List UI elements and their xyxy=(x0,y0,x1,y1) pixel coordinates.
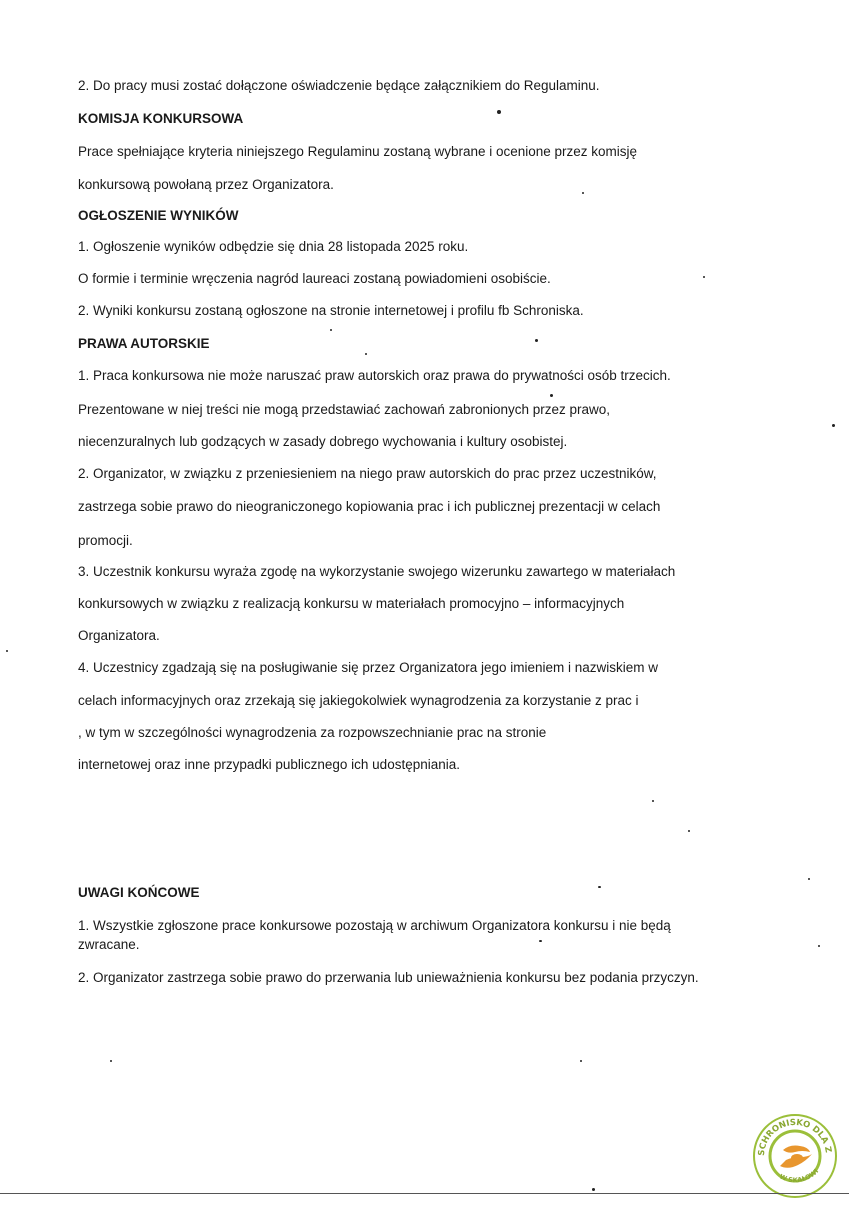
scan-speck xyxy=(598,886,601,888)
scan-speck xyxy=(703,276,705,278)
paragraph-line: 4. Uczestnicy zgadzają się na posługiwanie się przez Organizatora jego imieniem i nazwiskiem w xyxy=(78,660,659,675)
paragraph-line: zastrzega sobie prawo do nieograniczonego kopiowania prac i ich publicznej prezentacji w celach xyxy=(78,499,661,514)
scan-speck xyxy=(365,353,367,355)
logo-text-bottom: W SKAŁOWI xyxy=(778,1167,821,1185)
section-heading-prawa: PRAWA AUTORSKIE xyxy=(78,336,210,351)
paragraph-line: O formie i terminie wręczenia nagród laureaci zostaną powiadomieni osobiście. xyxy=(78,271,551,286)
paragraph-line: Prace spełniające kryteria niniejszego Regulaminu zostaną wybrane i ocenione przez komisję xyxy=(78,144,638,159)
paragraph-line: promocji. xyxy=(78,533,133,548)
scan-speck xyxy=(582,192,584,194)
paragraph-line: 2. Do pracy musi zostać dołączone oświadczenie będące załącznikiem do Regulaminu. xyxy=(78,78,600,93)
scan-speck xyxy=(580,1060,582,1062)
section-heading-uwagi: UWAGI KOŃCOWE xyxy=(78,885,200,900)
logo-text-top: SCHRONISKO DLA Z xyxy=(756,1117,833,1157)
paragraph-line: celach informacyjnych oraz zrzekają się jakiegokolwiek wynagrodzenia za korzystanie z prac i xyxy=(78,693,639,708)
paragraph-line: 1. Ogłoszenie wyników odbędzie się dnia 28 listopada 2025 roku. xyxy=(78,239,469,254)
paragraph-line: niecenzuralnych lub godzących w zasady dobrego wychowania i kultury osobistej. xyxy=(78,434,568,449)
scan-speck xyxy=(110,1060,112,1062)
paragraph-line: 2. Organizator zastrzega sobie prawo do przerwania lub unieważnienia konkursu bez podania przyczyn. xyxy=(78,970,699,985)
section-heading-komisja: KOMISJA KONKURSOWA xyxy=(78,111,244,126)
paragraph-line: internetowej oraz inne przypadki publicznego ich udostępniania. xyxy=(78,757,460,772)
scan-speck xyxy=(535,339,538,342)
section-heading-ogloszenie: OGŁOSZENIE WYNIKÓW xyxy=(78,208,239,223)
paragraph-line: konkursowych w związku z realizacją konkursu w materiałach promocyjno – informacyjnych xyxy=(78,596,625,611)
scan-speck xyxy=(652,800,654,802)
scan-speck xyxy=(808,878,810,880)
paragraph-line: konkursową powołaną przez Organizatora. xyxy=(78,177,334,192)
page-bottom-edge xyxy=(0,1193,849,1194)
paragraph-line: 1. Praca konkursowa nie może naruszać praw autorskich oraz prawa do prywatności osób trzecich. xyxy=(78,368,671,383)
paragraph-line: 2. Organizator, w związku z przeniesieniem na niego praw autorskich do prac przez uczestników, xyxy=(78,466,657,481)
shelter-logo xyxy=(750,1110,840,1200)
paragraph-line: 3. Uczestnik konkursu wyraża zgodę na wykorzystanie swojego wizerunku zawartego w materiałach xyxy=(78,564,676,579)
scan-speck xyxy=(550,394,553,397)
paragraph-line: 2. Wyniki konkursu zostaną ogłoszone na stronie internetowej i profilu fb Schroniska. xyxy=(78,303,584,318)
paragraph-line: , w tym w szczególności wynagrodzenia za rozpowszechnianie prac na stronie xyxy=(78,725,547,740)
scan-speck xyxy=(330,329,332,331)
scan-speck xyxy=(818,945,820,947)
scan-speck xyxy=(6,650,8,652)
paragraph-line: zwracane. xyxy=(78,937,140,952)
scan-speck xyxy=(539,940,542,942)
scan-speck xyxy=(688,830,690,832)
scan-speck xyxy=(832,424,835,427)
scan-speck xyxy=(497,110,501,114)
paragraph-line: Prezentowane w niej treści nie mogą przedstawiać zachowań zabronionych przez prawo, xyxy=(78,402,611,417)
paragraph-line: 1. Wszystkie zgłoszone prace konkursowe pozostają w archiwum Organizatora konkursu i nie będą xyxy=(78,918,671,933)
scan-speck xyxy=(592,1188,595,1191)
paragraph-line: Organizatora. xyxy=(78,628,160,643)
